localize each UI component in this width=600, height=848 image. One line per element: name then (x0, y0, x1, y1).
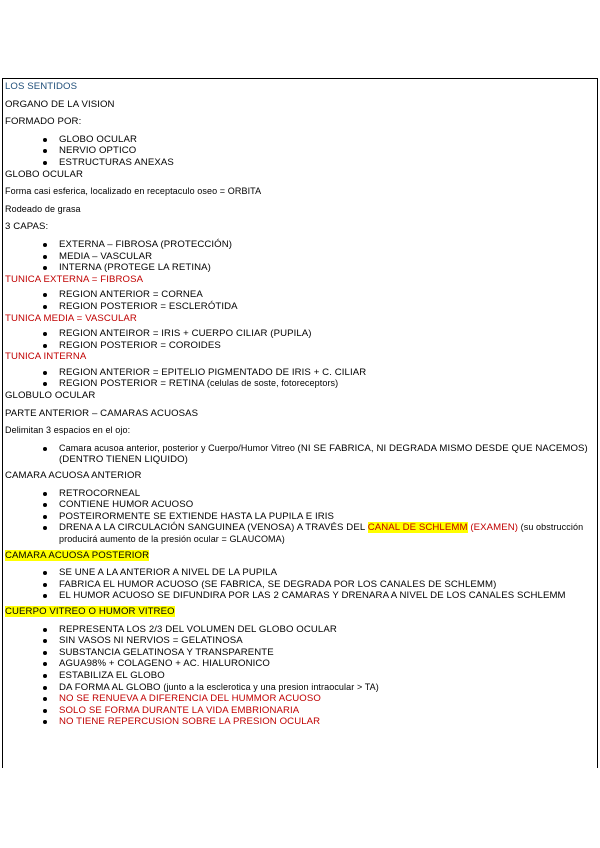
list-item: REGION ANTERIOR = CORNEA (39, 289, 595, 301)
delimitan-list (5, 443, 595, 466)
list-item (39, 682, 595, 694)
delimitan-text: Camara acusoa anterior, posterior y Cuerpo/Humor Vitreo (59, 442, 298, 453)
forma-text: DA FORMA AL GLOBO (59, 681, 164, 693)
delimitan-label: Delimitan 3 espacios en el ojo: (5, 425, 131, 436)
list-item: POSTEIRORMENTE SE EXTIENDE HASTA LA PUPILA E IRIS (39, 511, 595, 523)
list-item: REGION ANTERIOR = EPITELIO PIGMENTADO DE IRIS + C. CILIAR (39, 367, 595, 379)
tunica-media-list (5, 328, 595, 351)
camara-posterior-heading: CAMARA ACUOSA POSTERIOR (5, 549, 150, 561)
list-item: NO TIENE REPERCUSION SOBRE LA PRESION OCULAR (39, 716, 595, 728)
list-item: FABRICA EL HUMOR ACUOSO (SE FABRICA, SE DEGRADA POR LOS CANALES DE SCHLEMM) (39, 579, 595, 591)
tunica-externa-list (5, 289, 595, 312)
list-item: MEDIA – VASCULAR (39, 251, 595, 263)
globo-ocular-line2: Rodeado de grasa (5, 203, 81, 214)
list-item: REGION POSTERIOR = ESCLERÓTIDA (39, 301, 595, 313)
organo-heading: ORGANO DE LA VISION (5, 98, 115, 110)
list-item: AGUA98% + COLAGENO + AC. HIALURONICO (39, 658, 595, 670)
list-item: NO SE RENUEVA A DIFERENCIA DEL HUMMOR ACUOSO (39, 693, 595, 705)
list-item: NERVIO OPTICO (39, 145, 595, 157)
globulo-ocular-heading: GLOBULO OCULAR (5, 390, 96, 402)
list-item: SIN VASOS NI NERVIOS = GELATINOSA (39, 635, 595, 647)
list-item: SE UNE A LA ANTERIOR A NIVEL DE LA PUPILA (39, 567, 595, 579)
tunica-interna-list (5, 367, 595, 390)
cuerpo-vitreo-list (5, 624, 595, 728)
tunica-media-heading: TUNICA MEDIA = VASCULAR (5, 312, 137, 324)
formado-por-label: FORMADO POR: (5, 116, 82, 128)
cuerpo-vitreo-heading: CUERPO VITREO O HUMOR VITREO (5, 605, 175, 617)
parte-anterior-heading: PARTE ANTERIOR – CAMARAS ACUOSAS (5, 407, 199, 419)
list-item: EL HUMOR ACUOSO SE DIFUNDIRA POR LAS 2 CAMARAS Y DRENARA A NIVEL DE LOS CANALES SCHLEMM (39, 590, 595, 602)
list-item: REGION ANTEIROR = IRIS + CUERPO CILIAR (PUPILA) (39, 328, 595, 340)
tunica-interna-heading: TUNICA INTERNA (5, 351, 87, 363)
list-item (39, 522, 595, 545)
notes-content (5, 81, 595, 728)
list-item (39, 443, 595, 466)
list-item: SOLO SE FORMA DURANTE LA VIDA EMBRIONARIA (39, 705, 595, 717)
list-item: REGION POSTERIOR = COROIDES (39, 340, 595, 352)
list-item: SUBSTANCIA GELATINOSA Y TRANSPARENTE (39, 647, 595, 659)
capas-label: 3 CAPAS: (5, 221, 49, 233)
camara-anterior-heading: CAMARA ACUOSA ANTERIOR (5, 470, 142, 482)
retina-text: REGION POSTERIOR = RETINA (59, 378, 207, 390)
tunica-externa-heading: TUNICA EXTERNA = FIBROSA (5, 273, 144, 285)
camara-posterior-list (5, 567, 595, 602)
page-border-left (2, 78, 3, 768)
list-item: GLOBO OCULAR (39, 134, 595, 146)
examen-note: (EXAMEN) (467, 522, 519, 534)
list-item: EXTERNA – FIBROSA (PROTECCIÓN) (39, 239, 595, 251)
list-item: REPRESENTA LOS 2/3 DEL VOLUMEN DEL GLOBO OCULAR (39, 624, 595, 636)
list-item: CONTIENE HUMOR ACUOSO (39, 499, 595, 511)
list-item (39, 378, 595, 390)
formado-por-list (5, 134, 595, 169)
canal-schlemm-highlight: CANAL DE SCHLEMM (367, 522, 468, 534)
page-border-top (2, 78, 598, 79)
drena-text: DRENA A LA CIRCULACIÓN SANGUINEA (VENOSA) A TRAVÉS DEL (59, 522, 368, 534)
globo-ocular-heading: GLOBO OCULAR (5, 168, 83, 180)
camara-anterior-list (5, 488, 595, 546)
list-item: ESTABILIZA EL GLOBO (39, 670, 595, 682)
retina-note: (celulas de soste, fotoreceptors) (206, 378, 339, 389)
delimitan-caps: (NI SE FABRICA, NI DEGRADA MISMO DESDE QUE NACEMOS) (DENTRO TIENEN LIQUIDO) (59, 442, 588, 466)
forma-note: (junto a la esclerotica y una presion intraocular > TA) (163, 681, 379, 692)
list-item: INTERNA (PROTEGE LA RETINA) (39, 262, 595, 274)
list-item: RETROCORNEAL (39, 488, 595, 500)
glaucoma-note: (su obstrucción producirá aumento de la presión ocular = GLAUCOMA) (59, 522, 584, 544)
capas-list (5, 239, 595, 274)
list-item: ESTRUCTURAS ANEXAS (39, 157, 595, 169)
page-border-right (597, 78, 598, 768)
globo-ocular-line1: Forma casi esferica, localizado en receptaculo oseo = ORBITA (5, 186, 262, 197)
document-title: LOS SENTIDOS (5, 81, 78, 92)
